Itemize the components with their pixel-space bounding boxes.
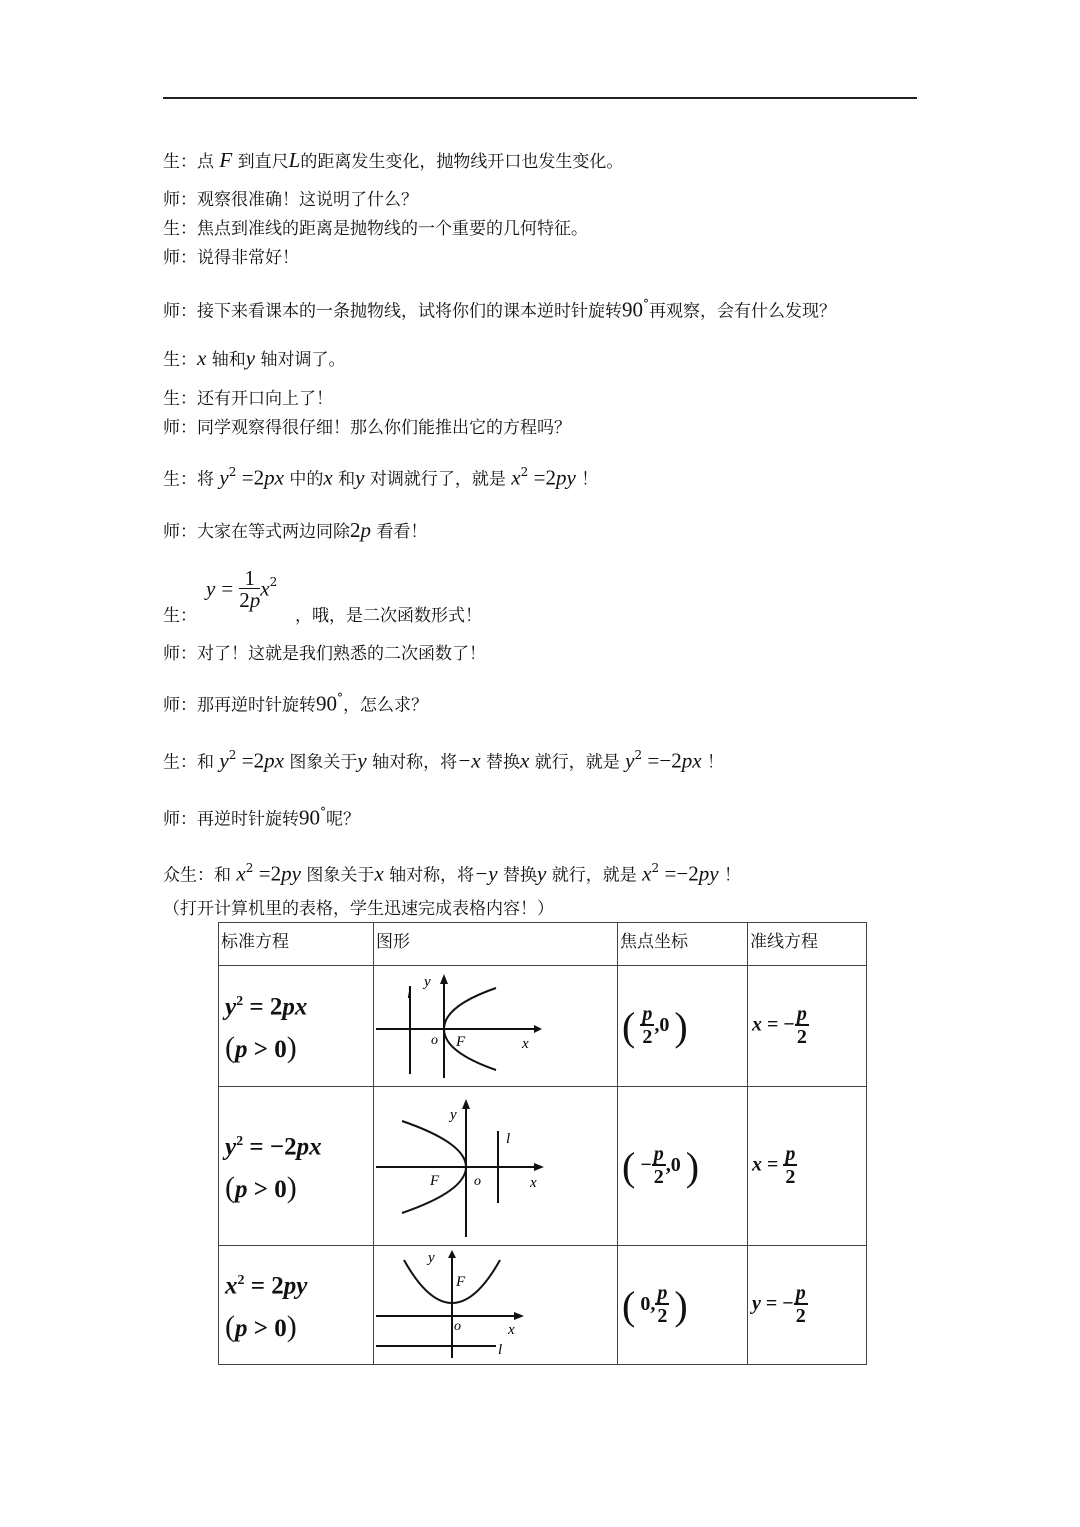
- svg-text:l: l: [498, 1342, 503, 1358]
- svg-text:o: o: [431, 1033, 438, 1048]
- fraction-equation: y = $\frac{1}{2p}$ $x^2$: [206, 566, 278, 612]
- svg-text:x: x: [530, 1175, 537, 1191]
- directrix-cell: x = $\frac{p}{2}$: [748, 1087, 867, 1246]
- dialogue-line-9: 生：将 $y^2 =2px$ 中的x 和y 对调就行了，就是 $x^2 =2py$ ！: [163, 465, 599, 490]
- directrix-cell: y = − $\frac{p}{2}$: [748, 1246, 867, 1365]
- dialogue-line-6: 生：x 轴和y 轴对调了。: [163, 346, 346, 370]
- parabola-up-graph: [374, 1246, 615, 1360]
- svg-text:F: F: [430, 1173, 440, 1189]
- equation-cell: $x^2 = 2py$ (p > 0): [219, 1246, 374, 1365]
- parabola-left-graph: [374, 1087, 615, 1241]
- dialogue-line-7: 生：还有开口向上了！: [163, 389, 333, 409]
- table-row: [219, 1246, 867, 1365]
- top-rule: [163, 97, 917, 99]
- focus-cell: ( − $\frac{p}{2}$ ,0 ): [618, 1087, 748, 1246]
- dialogue-line-15: 师：再逆时针旋转90°呢？: [163, 805, 360, 830]
- directrix-cell: x = − $\frac{p}{2}$: [748, 966, 867, 1087]
- equation-cell: $y^2 = 2px$ (p > 0): [219, 966, 374, 1087]
- dialogue-line-3: 生：焦点到准线的距离是抛物线的一个重要的几何特征。: [163, 219, 588, 239]
- header-standard-equation: 标准方程: [219, 923, 374, 966]
- focus-cell: ( 0, $\frac{p}{2}$ ): [618, 1246, 748, 1365]
- svg-text:F: F: [456, 1274, 466, 1290]
- parabola-table: [218, 922, 867, 1365]
- svg-text:y: y: [450, 1107, 457, 1123]
- graph-cell: [374, 1087, 618, 1246]
- dialogue-line-13: 师：那再逆时针旋转90°，怎么求？: [163, 691, 428, 716]
- header-focus: 焦点坐标: [618, 923, 748, 966]
- table-row: [219, 966, 867, 1087]
- dialogue-line-1: 生：点 F 到直尺L的距离发生变化，抛物线开口也发生变化。: [163, 148, 624, 172]
- dialogue-line-12: 师：对了！这就是我们熟悉的二次函数了！: [163, 644, 486, 664]
- svg-text:l: l: [407, 986, 412, 1002]
- graph-cell: [374, 966, 618, 1087]
- dialogue-line-8: 师：同学观察得很仔细！那么你们能推出它的方程吗？: [163, 418, 571, 438]
- header-directrix: 准线方程: [748, 923, 867, 966]
- svg-text:y: y: [428, 1250, 435, 1266]
- focus-cell: ( $\frac{p}{2}$ ,0 ): [618, 966, 748, 1087]
- equation-cell: $y^2 = -2px$ (p > 0): [219, 1087, 374, 1246]
- table-caption: （打开计算机里的表格，学生迅速完成表格内容！）: [163, 899, 554, 919]
- dialogue-line-2: 师：观察很准确！这说明了什么？: [163, 190, 418, 210]
- parabola-right-graph: [374, 966, 615, 1082]
- svg-text:o: o: [454, 1319, 461, 1334]
- dialogue-line-5: 师：接下来看课本的一条抛物线，试将你们的课本逆时针旋转90°再观察，会有什么发现？: [163, 297, 836, 322]
- dialogue-line-10: 师：大家在等式两边同除2p 看看！: [163, 518, 428, 542]
- graph-cell: [374, 1246, 618, 1365]
- dialogue-line-16: 众生：和 $x^2 =2py$ 图象关于x 轴对称，将−y 替换y 就行，就是 $x^2 =-2py$ ！: [163, 861, 741, 886]
- svg-text:F: F: [456, 1034, 466, 1050]
- table-row: [219, 1087, 867, 1246]
- svg-text:l: l: [506, 1131, 511, 1147]
- svg-text:o: o: [474, 1174, 481, 1189]
- svg-text:x: x: [508, 1322, 515, 1338]
- dialogue-line-4: 师：说得非常好！: [163, 248, 299, 268]
- svg-text:y: y: [424, 974, 431, 990]
- header-graph: 图形: [374, 923, 618, 966]
- dialogue-line-14: 生：和 $y^2 =2px$ 图象关于y 轴对称，将−x 替换x 就行，就是 $y^2 =-2px$ ！: [163, 748, 724, 773]
- svg-text:x: x: [522, 1036, 529, 1052]
